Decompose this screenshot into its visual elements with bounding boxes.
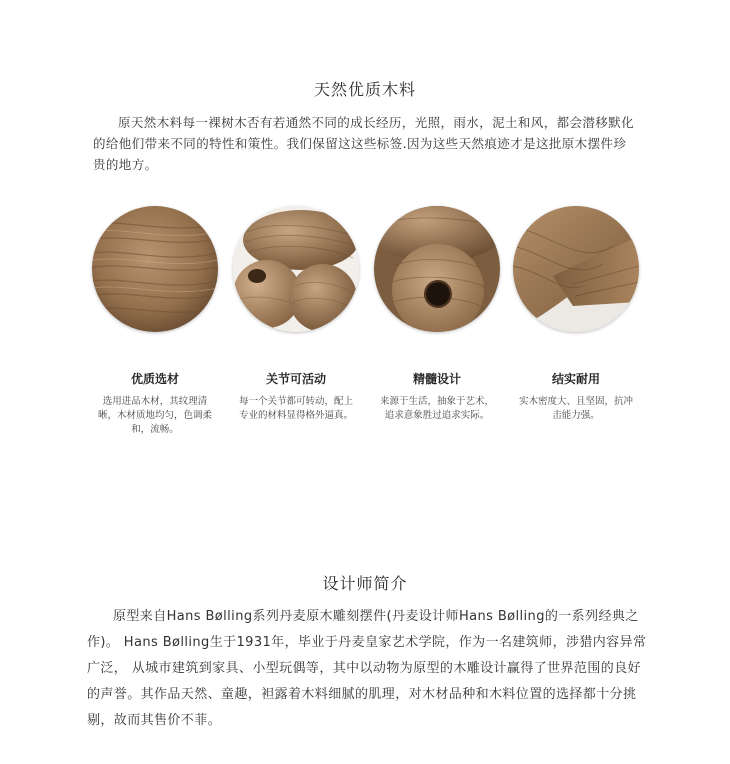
wooden-ball-hole-image xyxy=(374,206,500,332)
designer-text: 原型来自Hans Bølling系列丹麦原木雕刻摆件(丹麦设计师Hans Bølling的一系列经典之作)。 Hans Bølling生于1931年，毕业于丹麦皇家艺术学院，作为一名建筑师，涉猎内容异常广泛， 从城市建筑到家具、小型玩偶等，其中以动物为原型的木雕设计赢得了世界范围的良好的声誉。其作品天然、童趣，袒露着木料细腻的肌理，对木材品种和木料位置的选择都十分挑剔，故而其售价不菲。 xyxy=(87,609,647,728)
feature-quality-material xyxy=(96,370,214,437)
section-title-natural-wood: 天然优质木料 xyxy=(313,80,416,99)
feature-durable xyxy=(517,370,635,423)
designer-paragraph xyxy=(87,604,647,734)
feature-title: 优质选材 xyxy=(130,372,179,386)
feature-refined-design xyxy=(378,370,496,423)
feature-title: 结实耐用 xyxy=(551,372,600,386)
wood-grain-closeup-image xyxy=(92,206,218,332)
feature-title: 关节可活动 xyxy=(265,372,326,386)
feature-movable-joints xyxy=(237,370,355,423)
wood-image-row xyxy=(0,206,730,336)
feature-desc: 每一个关节都可转动，配上专业的材料显得格外逼真。 xyxy=(238,396,353,421)
feature-title: 精髓设计 xyxy=(412,372,461,386)
natural-wood-text: 原天然木料每一裸树木否有若通然不同的成长经历，光照，雨水，泥土和风，都会潜移默化的给他们带来不同的特性和策性。我们保留这这些标签.因为这些天然痕迹才是这批原木摆件珍贵的地方。 xyxy=(93,115,635,172)
feature-desc: 实木密度大、且坚固，抗冲击能力强。 xyxy=(518,396,633,421)
wooden-structure-closeup-image xyxy=(513,206,639,332)
section-title-designer: 设计师简介 xyxy=(322,574,408,593)
feature-desc: 来源于生活，抽象于艺术，追求意象胜过追求实际。 xyxy=(379,396,494,421)
feature-desc: 选用进品木材，其纹理清晰，木材质地均匀，色调柔和，流畅。 xyxy=(97,396,212,435)
wooden-joint-ball-image xyxy=(233,206,359,332)
natural-wood-paragraph xyxy=(93,112,638,175)
